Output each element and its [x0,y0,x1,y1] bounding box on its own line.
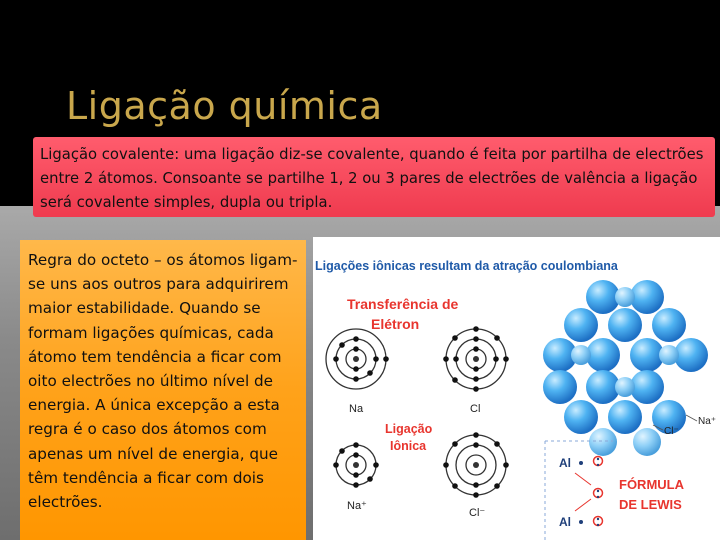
sodium-ion-diagram [333,442,379,488]
lattice-pointer-na [686,415,697,421]
covalent-bond-callout: Ligação covalente: uma ligação diz-se covalente, quando é feita por partilha de electrões entre 2 átomos. Consoante se partilhe 1, 2 ou 3 pares de electrões de valência a ligação será covalente simples, dupla ou tripla. [33,137,715,217]
transfer-label-line2: Elétron [371,316,420,332]
lewis-label-line2: DE LEWIS [619,497,682,512]
transfer-label-line1: Transferência de [347,296,459,312]
atom-label-cl: Cl [470,403,481,415]
ionic-bond-diagram [313,237,720,540]
slide-title: Ligação química [66,84,383,128]
ion-label-cl: Cl⁻ [469,507,486,519]
ionic-label-line1: Ligação [385,422,433,436]
lattice-label-cl: Cl⁻ [664,426,679,437]
lewis-label-line1: FÓRMULA [619,477,684,492]
chloride-ion-diagram [443,432,509,498]
lewis-al-top: Al [559,456,571,470]
ionic-bond-svg [313,237,720,540]
crystal-lattice [543,280,708,456]
sodium-atom-diagram [326,329,389,389]
diagram-header: Ligações iônicas resultam da atração coulombiana [315,259,618,273]
atom-label-na: Na [349,403,364,415]
lewis-al-bottom: Al [559,515,571,529]
octet-rule-note: Regra do octeto – os átomos ligam-se uns aos outros para adquirirem maior estabilidade. Quando se formam ligações químicas, cada átomo tem tendência a ficar com oito electrões no último nível de energia. A única excepção a esta regra é o caso dos átomos com apenas um nível de energia, que têm tendência a ficar com dois electrões. [20,240,306,540]
chlorine-atom-diagram [443,326,509,392]
lattice-label-na: Na⁺ [698,416,717,427]
ionic-label-line2: Iônica [390,439,427,453]
lewis-formula-box [545,441,685,540]
ion-label-na: Na⁺ [347,500,367,512]
